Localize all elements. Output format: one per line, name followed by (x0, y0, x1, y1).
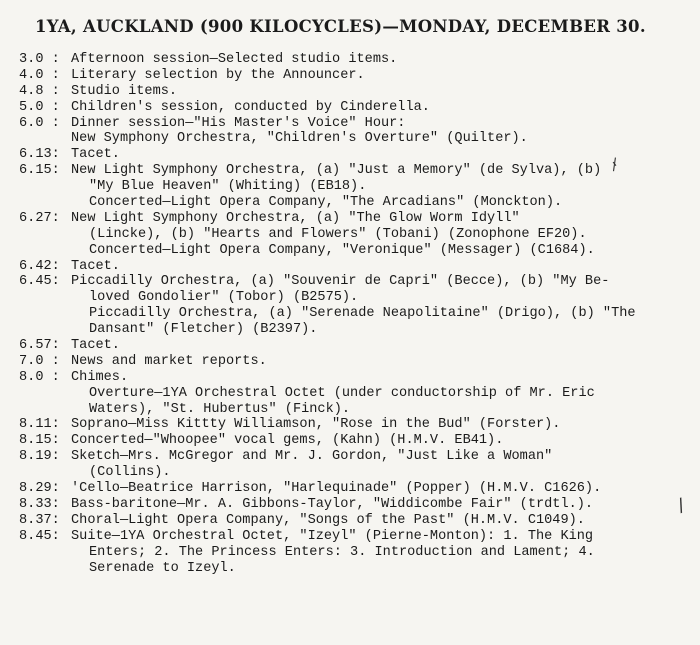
pencil-mark-icon: ⫮ (610, 151, 619, 177)
program-entry (0, 497, 700, 513)
page-top-edge (0, 0, 700, 6)
entry-text: Waters), "St. Hubertus" (Finck). (89, 401, 351, 417)
entry-text: Tacet. (71, 338, 120, 354)
program-listing (0, 52, 700, 576)
entry-time: 8.19: (19, 449, 60, 465)
entry-time: 4.0 : (19, 67, 60, 83)
entry-time: 7.0 : (19, 353, 60, 369)
entry-text: News and market reports. (71, 353, 267, 369)
entry-time: 6.27: (19, 210, 60, 226)
entry-time: 5.0 : (19, 99, 60, 115)
program-entry (0, 116, 700, 132)
entry-time: 6.45: (19, 274, 60, 290)
program-entry (0, 561, 700, 577)
entry-text: New Light Symphony Orchestra, (a) "The Glow Worm Idyll" (71, 210, 520, 226)
entry-text: Choral—Light Opera Company, "Songs of the Past" (H.M.V. C1049). (71, 512, 585, 528)
program-entry (0, 417, 700, 433)
entry-text: "My Blue Heaven" (Whiting) (EB18). (89, 179, 367, 195)
entry-text: Enters; 2. The Princess Enters: 3. Introduction and Lament; 4. (89, 544, 595, 560)
entry-time: 8.15: (19, 433, 60, 449)
program-entry (0, 386, 700, 402)
program-entry (0, 449, 700, 465)
program-entry (0, 370, 700, 386)
entry-time: 6.42: (19, 258, 60, 274)
program-entry (0, 402, 700, 418)
program-entry (0, 465, 700, 481)
entry-time: 8.45: (19, 528, 60, 544)
entry-text: Chimes. (71, 369, 129, 385)
entry-time: 8.33: (19, 496, 60, 512)
entry-text: Literary selection by the Announcer. (71, 67, 365, 83)
entry-time: 8.37: (19, 512, 60, 528)
entry-text: (Lincke), (b) "Hearts and Flowers" (Tobani) (Zonophone EF20). (89, 226, 587, 242)
program-entry (0, 68, 700, 84)
entry-text: 'Cello—Beatrice Harrison, "Harlequinade" (Popper) (H.M.V. C1626). (71, 481, 602, 497)
entry-text: Dansant" (Fletcher) (B2397). (89, 322, 318, 338)
program-entry (0, 100, 700, 116)
entry-time: 8.0 : (19, 369, 60, 385)
entry-text: Studio items. (71, 83, 178, 99)
entry-time: 4.8 : (19, 83, 60, 99)
entry-text: Soprano—Miss Kittty Williamson, "Rose in the Bud" (Forster). (71, 417, 561, 433)
program-entry (0, 354, 700, 370)
entry-text: Tacet. (71, 258, 120, 274)
program-entry (0, 195, 700, 211)
page-title: 1YA, AUCKLAND (900 KILOCYCLES)—MONDAY, DECEMBER 30. (35, 17, 646, 36)
entry-time: 3.0 : (19, 52, 60, 67)
entry-text: New Light Symphony Orchestra, (a) "Just a Memory" (de Sylva), (b) (71, 163, 602, 179)
program-entry (0, 131, 700, 147)
program-entry (0, 243, 700, 259)
program-entry (0, 147, 700, 163)
program-entry (0, 52, 700, 68)
entry-text: loved Gondolier" (Tobor) (B2575). (89, 290, 359, 306)
program-entry (0, 306, 700, 322)
program-entry (0, 338, 700, 354)
pencil-mark-icon: ∕ (674, 494, 688, 517)
program-entry (0, 529, 700, 545)
entry-text: Bass-baritone—Mr. A. Gibbons-Taylor, "Widdicombe Fair" (trdtl.). (71, 496, 594, 512)
program-entry (0, 481, 700, 497)
entry-text: Concerted—Light Opera Company, "Veronique" (Messager) (C1684). (89, 242, 595, 258)
program-entry (0, 513, 700, 529)
program-entry (0, 322, 700, 338)
program-entry (0, 259, 700, 275)
entry-time: 6.15: (19, 163, 60, 179)
program-entry (0, 545, 700, 561)
entry-text: Children's session, conducted by Cinderella. (71, 99, 430, 115)
entry-text: Afternoon session—Selected studio items. (71, 52, 398, 67)
entry-text: Piccadilly Orchestra, (a) "Souvenir de Capri" (Becce), (b) "My Be- (71, 274, 610, 290)
program-entry (0, 211, 700, 227)
entry-text: New Symphony Orchestra, "Children's Overture" (Quilter). (71, 131, 528, 147)
entry-text: Concerted—"Whoopee" vocal gems, (Kahn) (H.M.V. EB41). (71, 433, 504, 449)
program-entry (0, 290, 700, 306)
entry-text: Tacet. (71, 147, 120, 163)
entry-text: Piccadilly Orchestra, (a) "Serenade Neapolitaine" (Drigo), (b) "The (89, 306, 636, 322)
entry-time: 8.11: (19, 417, 60, 433)
entry-time: 6.57: (19, 338, 60, 354)
entry-text: Serenade to Izeyl. (89, 560, 236, 576)
entry-time: 6.0 : (19, 115, 60, 131)
program-entry (0, 274, 700, 290)
entry-text: Sketch—Mrs. McGregor and Mr. J. Gordon, "Just Like a Woman" (71, 449, 553, 465)
entry-text: Suite—1YA Orchestral Octet, "Izeyl" (Pierne-Monton): 1. The King (71, 528, 594, 544)
program-entry (0, 433, 700, 449)
entry-text: Overture—1YA Orchestral Octet (under conductorship of Mr. Eric (89, 385, 595, 401)
entry-text: Concerted—Light Opera Company, "The Arcadians" (Monckton). (89, 195, 563, 211)
program-entry (0, 163, 700, 179)
entry-text: (Collins). (89, 465, 171, 481)
entry-text: Dinner session—"His Master's Voice" Hour: (71, 115, 406, 131)
program-entry (0, 84, 700, 100)
program-entry (0, 227, 700, 243)
entry-time: 8.29: (19, 481, 60, 497)
entry-time: 6.13: (19, 147, 60, 163)
program-entry (0, 179, 700, 195)
